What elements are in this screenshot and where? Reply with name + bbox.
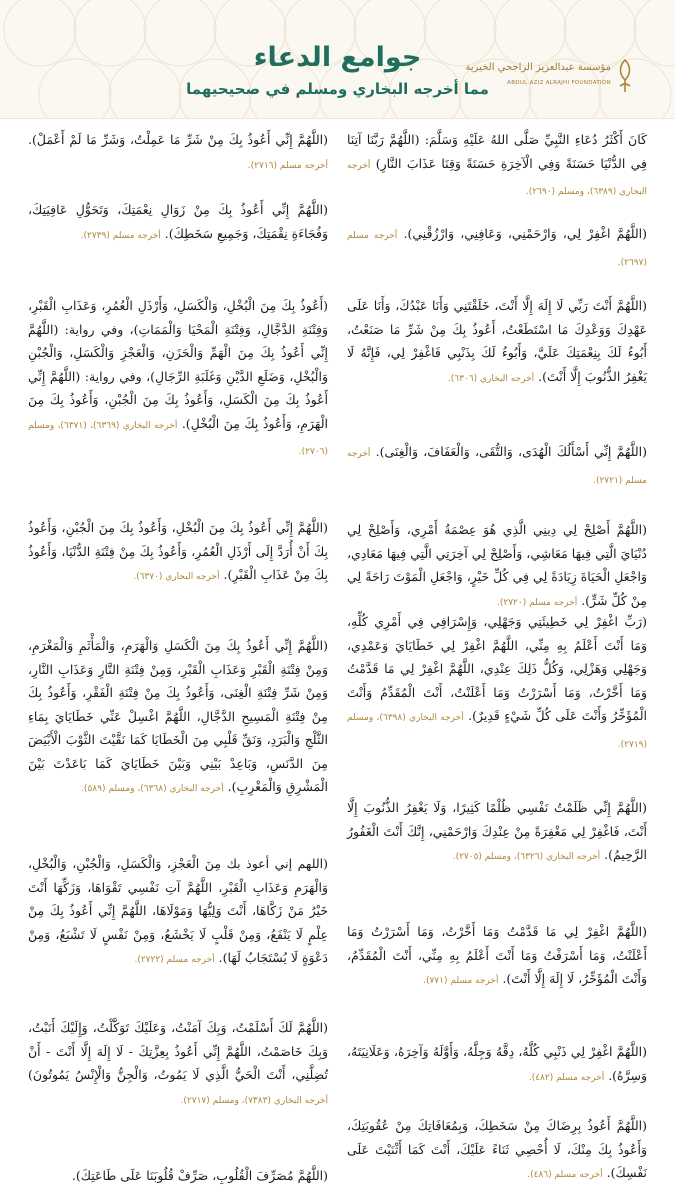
dua-text: (رَبِّ اغْفِرْ لِي خَطِيئَتِي وَجَهْلِي، وَإِسْرَافِي فِي أَمْرِي كُلِّهِ، وَمَا أَنْتَ أَعْلَمُ بِهِ مِنِّي، اللَّهُمَّ اغْفِرْ لِي خَطَايَايَ وَعَمْدِي، وَجَهْلِي وَهَزْلِي، وَكُلُّ ذَلِكَ عِنْدِي، اللَّهُمَّ اغْفِرْ لِي مَا قَدَّمْتُ وَمَا أَخَّرْتُ، وَمَا أَسْرَرْتُ وَمَا أَعْلَنْتُ، أَنْتَ الْمُقَدِّمُ وَأَنْتَ الْمُؤَخِّرُ وَأَنْتَ عَلَى كُلِّ شَيْءٍ قَدِيرٌ). [347, 614, 647, 723]
dua-item [347, 294, 647, 391]
dua-text: (أَعُوذُ بِكَ مِنَ الْبُخْلِ، وَالْكَسَلِ، وَأَرْذَلِ الْعُمُرِ، وَعَذَابِ الْقَبْرِ، وَفِتْنَةِ الدَّجَّالِ، وَفِتْنَةِ الْمَحْيَا وَالْمَمَاتِ)، وفي رواية: (اللَّهُمَّ إِنِّي أَعُوذُ بِكَ مِنَ الْهَمِّ وَالْحَزَنِ، وَالْعَجْزِ وَالْكَسَلِ، وَالْجُبْنِ وَالْبُخْلِ، وَضَلَعِ الدَّيْنِ وَغَلَبَةِ الرِّجَالِ)، وفي رواية: (اللَّهُمَّ إِنِّي أَعُوذُ بِكَ مِنَ الْكَسَلِ، وَأَعُوذُ بِكَ مِنَ الْجُبْنِ، وَأَعُوذُ بِكَ مِنَ الْهَرَمِ، وَأَعُوذُ بِكَ مِنَ الْبُخْلِ). [28, 298, 328, 431]
dua-reference: أخرجه مسلم (٧٧١). [423, 976, 499, 986]
dua-reference: أخرجه مسلم (٤٨٢). [528, 1072, 605, 1083]
dua-item [28, 852, 328, 973]
logo-name-ar: مؤسسة عبدالعزيز الراجحي الخيرية [465, 62, 611, 73]
dua-item [347, 610, 647, 757]
logo-mark-icon [615, 58, 635, 94]
dua-reference: أخرجه مسلم (٢٧٢٠). [497, 597, 578, 608]
dua-reference: أخرجه مسلم (٢٧١٦). [247, 160, 328, 171]
dua-item [28, 1016, 328, 1113]
dua-reference: أخرجه البخاري (٦٣٦٨)، ومسلم (٥٨٩). [81, 784, 224, 794]
dua-text: (اللَّهُمَّ إِنِّي أَعُوذُ بِكَ مِنْ زَوَالِ نِعْمَتِكَ، وَتَحَوُّلِ عَافِيَتِكَ، وَفُجَاءَةِ نِقْمَتِكَ، وَجَمِيعِ سَخَطِكَ). [28, 202, 328, 241]
dua-text: (اللَّهُمَّ أَصْلِحْ لِي دِينِي الَّذِي هُوَ عِصْمَةُ أَمْرِي، وَأَصْلِحْ لِي دُنْيَايَ الَّتِي فِيهَا مَعَاشِي، وَأَصْلِحْ لِي آخِرَتِي الَّتِي فِيهَا مَعَادِي، وَاجْعَلِ الْحَيَاةَ زِيَادَةً لِي فِي كُلِّ خَيْرٍ، وَاجْعَلِ الْمَوْتَ رَاحَةً لِي مِنْ كُلِّ شَرٍّ). [347, 522, 647, 608]
dua-item [28, 634, 328, 802]
dua-text: (اللَّهُمَّ أَعُوذُ بِرِضَاكَ مِنْ سَخَطِكَ، وَبِمُعَافَاتِكَ مِنْ عُقُوبَتِكَ، وَأَعُوذُ بِكَ مِنْكَ، لَا أُحْصِي ثَنَاءً عَلَيْكَ، أَنْتَ كَمَا أَثْنَيْتَ عَلَى نَفْسِكَ). [347, 1118, 647, 1180]
dua-reference: أخرجه البخاري (٦٣٠٦). [447, 373, 535, 384]
dua-reference: أخرجه البخاري (٦٣٢٦)، ومسلم (٢٧٠٥). [452, 852, 601, 862]
dua-item [28, 198, 328, 248]
dua-text: (اللَّهُمَّ أَنْتَ رَبِّي لَا إِلَهَ إِلَّا أَنْتَ، خَلَقْتَنِي وَأَنَا عَبْدُكَ، وَأَنَا عَلَى عَهْدِكَ وَوَعْدِكَ مَا اسْتَطَعْتُ، أَعُوذُ بِكَ مِنْ شَرِّ مَا صَنَعْتُ، أَبُوءُ لَكَ بِنِعْمَتِكَ عَلَيَّ، وَأَبُوءُ لَكَ بِذَنْبِي فَاغْفِرْ لِي، فَإِنَّهُ لَا يَغْفِرُ الذُّنُوبَ إِلَّا أَنْتَ). [347, 298, 647, 384]
dua-text: (اللهم إني أعوذ بك مِنَ الْعَجْزِ، وَالْكَسَلِ، وَالْجُبْنِ، وَالْبُخْلِ، وَالْهَرَمِ وَعَذَابِ الْقَبْرِ، اللَّهُمَّ آتِ نَفْسِي تَقْوَاهَا، وَزَكِّهَا أَنْتَ خَيْرُ مَنْ زَكَّاهَا، أَنْتَ وَلِيُّهَا وَمَوْلَاهَا، اللَّهُمَّ إِنِّي أَعُوذُ بِكَ مِنْ عِلْمٍ لَا يَنْفَعُ، وَمِنْ قَلْبٍ لَا يَخْشَعُ، وَمِنْ نَفْسٍ لَا تَشْبَعُ، وَمِنْ دَعْوَةٍ لَا يُسْتَجَابُ لَهَا). [28, 856, 328, 965]
dua-reference: أخرجه البخاري (٦٣٩٨)، ومسلم (٢٧١٩). [347, 713, 647, 750]
dua-reference: أخرجه البخاري (٧٣٨٣)، ومسلم (٢٧١٧). [180, 1095, 328, 1106]
dua-text: (اللَّهُمَّ إِنِّي ظَلَمْتُ نَفْسِي ظُلْمًا كَثِيرًا، وَلَا يَغْفِرُ الذُّنُوبَ إِلَّا أَنْتَ، فَاغْفِرْ لِي مَغْفِرَةً مِنْ عِنْدِكَ وَارْحَمْنِي، إِنَّكَ أَنْتَ الْغَفُورُ الرَّحِيمُ). [347, 800, 647, 862]
dua-text: (اللَّهُمَّ اغْفِرْ لِي، وَارْحَمْنِي، وَعَافِنِي، وَارْزُقْنِي). [403, 226, 647, 241]
dua-text: (اللَّهُمَّ اغْفِرْ لِي مَا قَدَّمْتُ وَمَا أَخَّرْتُ، وَمَا أَسْرَرْتُ وَمَا أَعْلَنْتُ، وَمَا أَسْرَفْتُ وَمَا أَنْتَ أَعْلَمُ بِهِ مِنِّي، أَنْتَ الْمُقَدِّمُ، وَأَنْتَ الْمُؤَخِّرُ، لَا إِلَهَ إِلَّا أَنْتَ). [347, 924, 647, 986]
dua-item [347, 1114, 647, 1188]
dua-reference: أخرجه مسلم (٤٨٦). [527, 1170, 603, 1180]
dua-text: (اللَّهُمَّ اغْفِرْ لِي ذَنْبِي كُلَّهُ، دِقَّهُ وَجِلَّهُ، وَأَوَّلَهُ وَآخِرَهُ، وَعَلَانِيَتَهُ، وَسِرَّهُ). [347, 1044, 647, 1083]
dua-item [28, 128, 328, 178]
dua-item [347, 796, 647, 870]
dua-item [347, 1040, 647, 1090]
dua-item [347, 518, 647, 615]
dua-text: (اللَّهُمَّ إِنِّي أَعُوذُ بِكَ مِنْ شَرِّ مَا عَمِلْتُ، وَشَرِّ مَا لَمْ أَعْمَلْ). [28, 132, 328, 147]
dua-text: (اللَّهُمَّ لَكَ أَسْلَمْتُ، وَبِكَ آمَنْتُ، وَعَلَيْكَ تَوَكَّلْتُ، وَإِلَيْكَ أَنَبْتُ، وَبِكَ خَاصَمْتُ، اللَّهُمَّ إِنِّي أَعُوذُ بِعِزَّتِكَ - لَا إِلَهَ إِلَّا أَنْتَ - أَنْ تُضِلَّنِي، أَنْتَ الْحَيُّ الَّذِي لَا يَمُوتُ، وَالْجِنُّ وَالْإِنْسُ يَمُوتُونَ) [28, 1020, 328, 1082]
dua-text: (اللَّهُمَّ إِنِّي أَعُوذُ بِكَ مِنَ الْكَسَلِ وَالْهَرَمِ، وَالْمَأْثَمِ وَالْمَغْرَمِ، وَمِنْ فِتْنَةِ الْقَبْرِ وَعَذَابِ الْقَبْرِ، وَمِنْ فِتْنَةِ النَّارِ وَعَذَابِ النَّارِ، وَمِنْ شَرِّ فِتْنَةِ الْغِنَى، وَأَعُوذُ بِكَ مِنْ فِتْنَةِ الْفَقْرِ، وَأَعُوذُ بِكَ مِنْ فِتْنَةِ الْمَسِيحِ الدَّجَّالِ، اللَّهُمَّ اغْسِلْ عَنِّي خَطَايَايَ بِمَاءِ الثَّلْجِ وَالْبَرَدِ، وَنَقِّ قَلْبِي مِنَ الْخَطَايَا كَمَا نَقَّيْتَ الثَّوْبَ الْأَبْيَضَ مِنَ الدَّنَسِ، وَبَاعِدْ بَيْنِي وَبَيْنَ خَطَايَايَ كَمَا بَاعَدْتَ بَيْنَ الْمَشْرِقِ وَالْمَغْرِبِ). [28, 638, 328, 794]
dua-reference: أخرجه مسلم (٢٧٣٩). [80, 230, 161, 241]
foundation-logo [465, 58, 635, 98]
dua-item [347, 920, 647, 994]
logo-name-en: ABDUL AZIZ ALRAJHI FOUNDATION [507, 80, 611, 86]
dua-item [28, 1164, 328, 1188]
dua-text: كَانَ أَكْثَرُ دُعَاءِ النَّبِيِّ صَلَّى اللهُ عَلَيْهِ وَسَلَّمَ: (اللَّهُمَّ رَبَّنَا آتِنَا فِي الدُّنْيَا حَسَنَةً وَفِي الْآخِرَةِ حَسَنَةً وَقِنَا عَذَابَ النَّارِ) [347, 132, 647, 171]
dua-item [28, 294, 328, 465]
dua-reference: أخرجه البخاري (٦٣٧٠). [133, 572, 220, 582]
dua-reference: أخرجه البخاري (٦٣٦٩)، (٦٣٧١)، ومسلم (٢٧٠٦). [28, 420, 328, 457]
dua-item [347, 222, 647, 275]
page-subtitle: مما أخرجه البخاري ومسلم في صحيحيهما [186, 80, 489, 98]
dua-item [347, 440, 647, 493]
page-title: جوامع الدعاء [253, 42, 422, 73]
dua-text: (اللَّهُمَّ مُصَرِّفَ الْقُلُوبِ، صَرِّفْ قُلُوبَنَا عَلَى طَاعَتِكَ). [71, 1168, 328, 1183]
dua-text: (اللَّهُمَّ إِنِّي أَسْأَلُكَ الْهُدَى، وَالتُّقَى، وَالْعَفَافَ، وَالْغِنَى). [375, 444, 647, 459]
dua-reference: أخرجه البخاري (٦٣٨٩)، ومسلم (٢٦٩٠). [347, 160, 647, 197]
dua-reference: أخرجه مسلم (٢٧٢١). [347, 449, 647, 486]
dua-text: (اللَّهُمَّ إِنِّي أَعُوذُ بِكَ مِنَ الْبُخْلِ، وَأَعُوذُ بِكَ مِنَ الْجُبْنِ، وَأَعُوذُ بِكَ أَنْ أُرَدَّ إِلَى أَرْذَلِ الْعُمُرِ، وَأَعُوذُ بِكَ مِنْ فِتْنَةِ الدُّنْيَا، وَأَعُوذُ بِكَ مِنْ عَذَابِ الْقَبْرِ). [28, 520, 328, 582]
dua-item [347, 128, 647, 205]
dua-reference: أخرجه مسلم (٢٧٢٢). [134, 955, 215, 965]
dua-reference: أخرجه مسلم (٢٦٩٧). [347, 231, 647, 268]
dua-item [28, 516, 328, 590]
page-header [0, 0, 675, 119]
